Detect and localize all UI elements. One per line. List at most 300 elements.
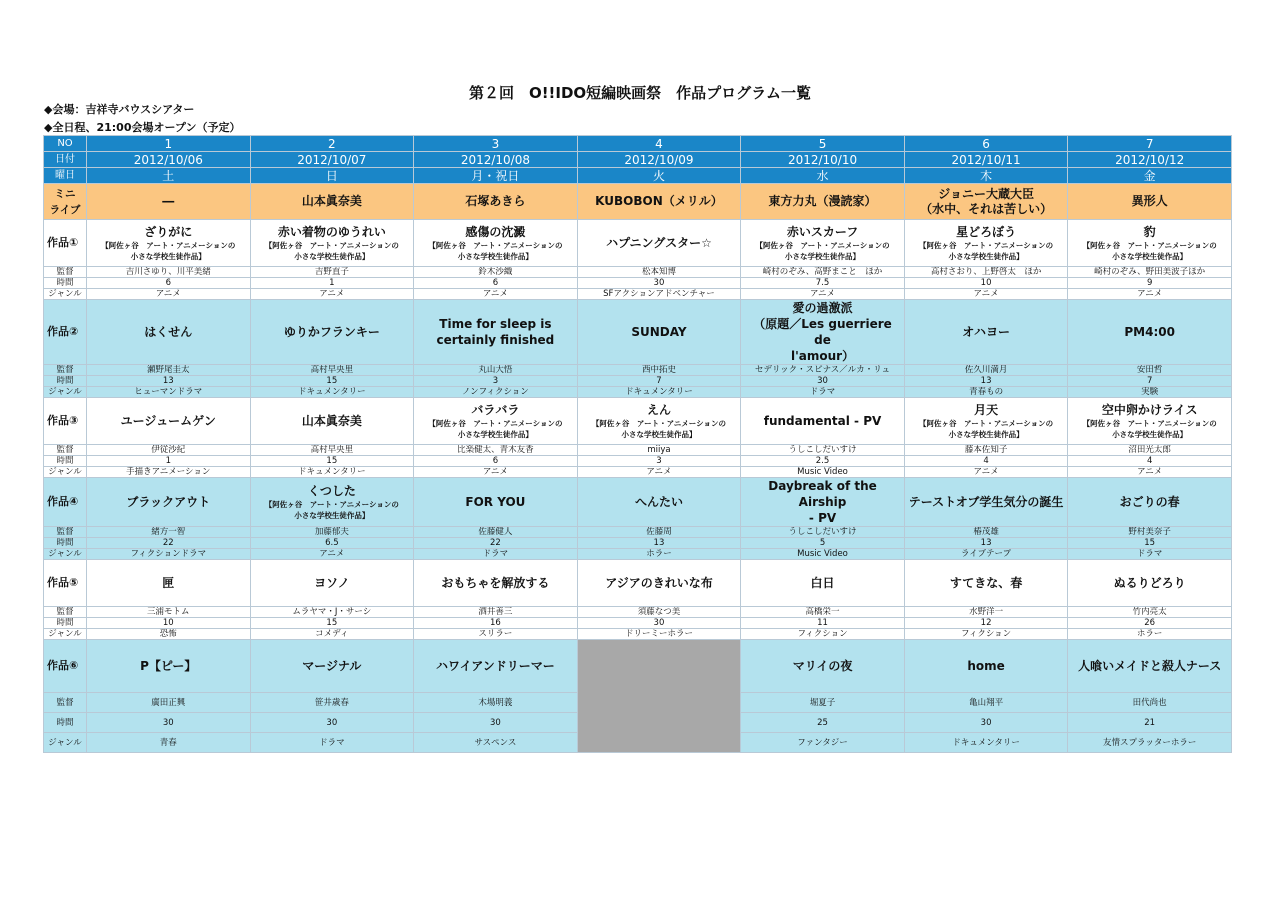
genre-cell: ドラマ bbox=[414, 549, 578, 560]
minutes-cell: 6 bbox=[414, 456, 578, 467]
genre-cell: アニメ bbox=[250, 549, 414, 560]
director-cell: 佐久川満月 bbox=[904, 365, 1068, 376]
minutes-cell: 15 bbox=[250, 376, 414, 387]
genre-cell: フィクションドラマ bbox=[87, 549, 251, 560]
minutes-cell: 10 bbox=[904, 278, 1068, 289]
minutes-cell: 22 bbox=[414, 538, 578, 549]
director-cell: 堀夏子 bbox=[741, 693, 905, 713]
director-cell: miiya bbox=[577, 445, 741, 456]
work-title-cell bbox=[250, 640, 414, 693]
mini-live-cell: ― bbox=[87, 184, 251, 220]
genre-cell: アニメ bbox=[414, 289, 578, 300]
genre-cell: ヒューマンドラマ bbox=[87, 387, 251, 398]
minutes-cell: 30 bbox=[741, 376, 905, 387]
mini-live-label: ミニ ライブ bbox=[44, 184, 87, 220]
work-director-row bbox=[44, 365, 1232, 376]
work-title-cell bbox=[1068, 398, 1232, 445]
work-title: 月天 bbox=[974, 403, 999, 417]
minutes-cell: 15 bbox=[250, 456, 414, 467]
work-title: Daybreak of the Airship - PV bbox=[768, 479, 877, 525]
work-title: 人喰いメイドと殺人ナース bbox=[1078, 659, 1222, 673]
genre-cell: SFアクションアドベンチャー bbox=[577, 289, 741, 300]
genre-cell: 青春 bbox=[87, 733, 251, 753]
work-title-cell bbox=[741, 478, 905, 527]
work-title-cell bbox=[577, 640, 741, 753]
minutes-cell: 6 bbox=[87, 278, 251, 289]
work-title-cell bbox=[250, 560, 414, 607]
mini-live-cell: ジョニー大蔵大臣 （水中、それは苦しい） bbox=[904, 184, 1068, 220]
work-label: 作品⑥ bbox=[44, 640, 87, 693]
minutes-cell: 9 bbox=[1068, 278, 1232, 289]
genre-cell: フィクション bbox=[904, 629, 1068, 640]
director-cell: 丸山大悟 bbox=[414, 365, 578, 376]
minutes-cell: 4 bbox=[1068, 456, 1232, 467]
minutes-cell: 15 bbox=[250, 618, 414, 629]
schedule-info: ◆全日程、21:00会場オープン（予定） bbox=[44, 121, 241, 134]
work-title-cell bbox=[87, 220, 251, 267]
work-title-cell bbox=[250, 300, 414, 365]
work-title: 赤いスカーフ bbox=[786, 225, 859, 239]
minutes-cell: 3 bbox=[577, 456, 741, 467]
genre-cell: ドラマ bbox=[1068, 549, 1232, 560]
genre-cell: 友情スプラッターホラー bbox=[1068, 733, 1232, 753]
no-cell: 4 bbox=[577, 136, 741, 152]
no-label: NO bbox=[44, 136, 87, 152]
director-label: 監督 bbox=[44, 267, 87, 278]
work-title-cell bbox=[741, 398, 905, 445]
date-label: 日付 bbox=[44, 152, 87, 168]
director-cell: 水野洋一 bbox=[904, 607, 1068, 618]
no-cell: 6 bbox=[904, 136, 1068, 152]
director-cell: 廣田正興 bbox=[87, 693, 251, 713]
work-title: 白日 bbox=[810, 576, 835, 590]
work-title: SUNDAY bbox=[631, 325, 687, 339]
director-cell: 緒方一智 bbox=[87, 527, 251, 538]
work-title-cell bbox=[741, 220, 905, 267]
work-title-row bbox=[44, 560, 1232, 607]
genre-label: ジャンル bbox=[44, 289, 87, 300]
genre-cell: サスペンス bbox=[414, 733, 578, 753]
work-title: P【ピー】 bbox=[140, 659, 197, 673]
director-cell: 吉野直子 bbox=[250, 267, 414, 278]
work-title: 山本眞奈美 bbox=[301, 414, 362, 428]
minutes-cell: 4 bbox=[904, 456, 1068, 467]
work-title: Time for sleep is certainly finished bbox=[436, 317, 555, 347]
work-title: 匣 bbox=[162, 576, 175, 590]
work-title: マージナル bbox=[302, 659, 362, 673]
minutes-cell: 6 bbox=[414, 278, 578, 289]
work-title-cell bbox=[577, 478, 741, 527]
director-cell: 比楽健太、青木友香 bbox=[414, 445, 578, 456]
weekday-cell: 金 bbox=[1068, 168, 1232, 184]
director-cell: 佐藤周 bbox=[577, 527, 741, 538]
work-title-cell bbox=[1068, 300, 1232, 365]
genre-cell: ファンタジー bbox=[741, 733, 905, 753]
work-title-cell bbox=[741, 300, 905, 365]
work-title: ユージュームゲン bbox=[120, 414, 216, 428]
minutes-cell: 10 bbox=[87, 618, 251, 629]
minutes-cell: 25 bbox=[741, 713, 905, 733]
minutes-cell: 7.5 bbox=[741, 278, 905, 289]
work-minutes-row bbox=[44, 538, 1232, 549]
director-cell: 椿茂雄 bbox=[904, 527, 1068, 538]
minutes-cell: 30 bbox=[904, 713, 1068, 733]
work-title: オハヨー bbox=[962, 325, 1010, 339]
minutes-cell: 13 bbox=[577, 538, 741, 549]
work-title: ゆりかフランキー bbox=[283, 325, 380, 339]
no-cell: 2 bbox=[250, 136, 414, 152]
director-cell: 酒井善三 bbox=[414, 607, 578, 618]
work-title-row bbox=[44, 398, 1232, 445]
program-table bbox=[43, 135, 1232, 753]
director-cell: 野村美奈子 bbox=[1068, 527, 1232, 538]
director-cell: 松本知博 bbox=[577, 267, 741, 278]
director-cell: 亀山翔平 bbox=[904, 693, 1068, 713]
work-school-note: 【阿佐ヶ谷 アート・アニメーションの 小さな学校生徒作品】 bbox=[1082, 241, 1217, 261]
genre-cell: Music Video bbox=[741, 549, 905, 560]
weekday-row bbox=[44, 168, 1232, 184]
work-school-note: 【阿佐ヶ谷 アート・アニメーションの 小さな学校生徒作品】 bbox=[919, 241, 1054, 261]
work-title: ハワイアンドリーマー bbox=[436, 659, 555, 673]
minutes-cell: 30 bbox=[577, 618, 741, 629]
work-title-row bbox=[44, 640, 1232, 693]
work-title: すてきな、春 bbox=[949, 576, 1023, 590]
work-title-cell bbox=[904, 220, 1068, 267]
genre-label: ジャンル bbox=[44, 733, 87, 753]
work-title: くつした bbox=[307, 484, 356, 498]
genre-label: ジャンル bbox=[44, 629, 87, 640]
mini-live-cell: 東方力丸（漫読家） bbox=[741, 184, 905, 220]
minutes-cell: 2.5 bbox=[741, 456, 905, 467]
work-title: ヨソノ bbox=[314, 576, 350, 590]
weekday-cell: 木 bbox=[904, 168, 1068, 184]
no-cell: 7 bbox=[1068, 136, 1232, 152]
work-title-cell bbox=[250, 478, 414, 527]
director-cell: 高村さおり、上野啓太 ほか bbox=[904, 267, 1068, 278]
minutes-cell: 13 bbox=[904, 538, 1068, 549]
work-minutes-row bbox=[44, 376, 1232, 387]
work-title: ぬるりどろり bbox=[1113, 576, 1186, 590]
minutes-cell: 30 bbox=[577, 278, 741, 289]
work-title-cell bbox=[87, 300, 251, 365]
director-cell: 沼田光太郎 bbox=[1068, 445, 1232, 456]
date-cell: 2012/10/09 bbox=[577, 152, 741, 168]
director-cell: 西中拓史 bbox=[577, 365, 741, 376]
minutes-cell: 26 bbox=[1068, 618, 1232, 629]
work-school-note: 【阿佐ヶ谷 アート・アニメーションの 小さな学校生徒作品】 bbox=[428, 419, 563, 439]
work-title: ハプニングスター☆ bbox=[606, 236, 712, 250]
weekday-cell: 土 bbox=[87, 168, 251, 184]
work-genre-row bbox=[44, 467, 1232, 478]
work-title: おごりの春 bbox=[1119, 495, 1180, 509]
work-school-note: 【阿佐ヶ谷 アート・アニメーションの 小さな学校生徒作品】 bbox=[101, 241, 236, 261]
work-director-row bbox=[44, 527, 1232, 538]
director-cell: 高村早央里 bbox=[250, 365, 414, 376]
director-label: 監督 bbox=[44, 607, 87, 618]
director-cell: 瀬野尾圭太 bbox=[87, 365, 251, 376]
director-label: 監督 bbox=[44, 365, 87, 376]
genre-cell: ドキュメンタリー bbox=[250, 387, 414, 398]
director-cell: 須藤なつ美 bbox=[577, 607, 741, 618]
weekday-label: 曜日 bbox=[44, 168, 87, 184]
minutes-cell: 22 bbox=[87, 538, 251, 549]
genre-cell: アニメ bbox=[741, 289, 905, 300]
mini-live-cell: 異形人 bbox=[1068, 184, 1232, 220]
genre-cell: アニメ bbox=[87, 289, 251, 300]
work-title: えん bbox=[646, 403, 671, 417]
director-cell: うしこしだいすけ bbox=[741, 527, 905, 538]
minutes-cell: 6.5 bbox=[250, 538, 414, 549]
work-title-cell bbox=[577, 220, 741, 267]
work-title: 愛の過激派 （原題／Les guerriere de l'amour） bbox=[753, 301, 892, 363]
weekday-cell: 火 bbox=[577, 168, 741, 184]
no-cell: 1 bbox=[87, 136, 251, 152]
work-title: アジアのきれいな布 bbox=[605, 576, 713, 590]
work-title: マリイの夜 bbox=[792, 659, 853, 673]
genre-cell: アニメ bbox=[414, 467, 578, 478]
work-school-note: 【阿佐ヶ谷 アート・アニメーションの 小さな学校生徒作品】 bbox=[1082, 419, 1217, 439]
minutes-cell: 30 bbox=[250, 713, 414, 733]
genre-cell: ドキュメンタリー bbox=[904, 733, 1068, 753]
minutes-label: 時間 bbox=[44, 713, 87, 733]
work-title: ブラックアウト bbox=[126, 495, 211, 509]
work-school-note: 【阿佐ヶ谷 アート・アニメーションの 小さな学校生徒作品】 bbox=[264, 241, 399, 261]
work-title: 空中卵かけライス bbox=[1101, 403, 1198, 417]
date-cell: 2012/10/06 bbox=[87, 152, 251, 168]
minutes-label: 時間 bbox=[44, 538, 87, 549]
director-cell: 田代尚也 bbox=[1068, 693, 1232, 713]
director-cell: 三浦モトム bbox=[87, 607, 251, 618]
work-genre-row bbox=[44, 629, 1232, 640]
work-title-cell bbox=[741, 560, 905, 607]
mini-live-row bbox=[44, 184, 1232, 220]
work-title: 星どろぼう bbox=[956, 225, 1017, 239]
genre-cell: ドリーミーホラー bbox=[577, 629, 741, 640]
genre-cell: ドキュメンタリー bbox=[577, 387, 741, 398]
work-label: 作品③ bbox=[44, 398, 87, 445]
work-title-row bbox=[44, 300, 1232, 365]
work-title-cell bbox=[577, 398, 741, 445]
genre-cell: アニメ bbox=[904, 289, 1068, 300]
work-genre-row bbox=[44, 387, 1232, 398]
genre-cell: Music Video bbox=[741, 467, 905, 478]
work-title-cell bbox=[904, 640, 1068, 693]
work-title-cell bbox=[904, 300, 1068, 365]
minutes-cell: 12 bbox=[904, 618, 1068, 629]
director-cell: 木場明義 bbox=[414, 693, 578, 713]
minutes-cell: 11 bbox=[741, 618, 905, 629]
minutes-cell: 15 bbox=[1068, 538, 1232, 549]
work-school-note: 【阿佐ヶ谷 アート・アニメーションの 小さな学校生徒作品】 bbox=[591, 419, 727, 439]
minutes-cell: 13 bbox=[904, 376, 1068, 387]
genre-cell: 恐怖 bbox=[87, 629, 251, 640]
genre-cell: 手描きアニメーション bbox=[87, 467, 251, 478]
date-cell: 2012/10/08 bbox=[414, 152, 578, 168]
work-title-cell bbox=[87, 640, 251, 693]
work-title-cell bbox=[1068, 220, 1232, 267]
genre-cell: フィクション bbox=[741, 629, 905, 640]
work-title: テーストオブ学生気分の誕生 bbox=[908, 495, 1064, 509]
genre-cell: アニメ bbox=[1068, 289, 1232, 300]
work-title-cell bbox=[414, 300, 578, 365]
director-cell: 笹井歳春 bbox=[250, 693, 414, 713]
page-title: 第２回 O!!IDO短編映画祭 作品プログラム一覧 bbox=[468, 84, 812, 102]
minutes-cell: 3 bbox=[414, 376, 578, 387]
work-title: FOR YOU bbox=[465, 495, 526, 509]
work-title-cell bbox=[1068, 560, 1232, 607]
work-director-row bbox=[44, 267, 1232, 278]
director-cell: うしこしだいすけ bbox=[741, 445, 905, 456]
minutes-label: 時間 bbox=[44, 456, 87, 467]
work-title: へんたい bbox=[634, 495, 683, 509]
work-title-cell bbox=[87, 478, 251, 527]
work-school-note: 【阿佐ヶ谷 アート・アニメーションの 小さな学校生徒作品】 bbox=[264, 500, 399, 520]
work-label: 作品⑤ bbox=[44, 560, 87, 607]
genre-cell: ドキュメンタリー bbox=[250, 467, 414, 478]
minutes-cell: 30 bbox=[414, 713, 578, 733]
work-title-cell bbox=[577, 300, 741, 365]
work-title-cell bbox=[741, 640, 905, 693]
minutes-cell: 5 bbox=[741, 538, 905, 549]
work-title: はくせん bbox=[144, 325, 193, 339]
director-cell: 竹内亮太 bbox=[1068, 607, 1232, 618]
program-table-body bbox=[44, 136, 1232, 753]
director-cell: 鈴木沙織 bbox=[414, 267, 578, 278]
weekday-cell: 月・祝日 bbox=[414, 168, 578, 184]
work-minutes-row bbox=[44, 618, 1232, 629]
minutes-cell: 21 bbox=[1068, 713, 1232, 733]
work-title-cell bbox=[87, 398, 251, 445]
date-cell: 2012/10/11 bbox=[904, 152, 1068, 168]
director-cell: ムラヤマ・J・サーシ bbox=[250, 607, 414, 618]
director-label: 監督 bbox=[44, 693, 87, 713]
minutes-cell: 16 bbox=[414, 618, 578, 629]
work-title-cell bbox=[414, 398, 578, 445]
minutes-label: 時間 bbox=[44, 376, 87, 387]
no-row bbox=[44, 136, 1232, 152]
work-title-cell bbox=[904, 560, 1068, 607]
genre-cell: スリラー bbox=[414, 629, 578, 640]
minutes-label: 時間 bbox=[44, 618, 87, 629]
director-label: 監督 bbox=[44, 527, 87, 538]
work-genre-row bbox=[44, 549, 1232, 560]
genre-cell: コメディ bbox=[250, 629, 414, 640]
work-title: fundamental - PV bbox=[763, 414, 882, 428]
director-cell: 安田哲 bbox=[1068, 365, 1232, 376]
work-title: 豹 bbox=[1143, 225, 1156, 239]
no-cell: 3 bbox=[414, 136, 578, 152]
director-cell: 伊従沙紀 bbox=[87, 445, 251, 456]
genre-cell: ホラー bbox=[1068, 629, 1232, 640]
work-title-cell bbox=[250, 398, 414, 445]
work-title: おもちゃを解放する bbox=[441, 576, 550, 590]
director-label: 監督 bbox=[44, 445, 87, 456]
work-title-cell bbox=[904, 398, 1068, 445]
genre-cell: ドラマ bbox=[250, 733, 414, 753]
director-cell: 佐藤健人 bbox=[414, 527, 578, 538]
genre-label: ジャンル bbox=[44, 467, 87, 478]
work-title: 感傷の沈澱 bbox=[465, 225, 526, 239]
date-cell: 2012/10/10 bbox=[741, 152, 905, 168]
work-title-cell bbox=[414, 478, 578, 527]
work-title: バラバラ bbox=[471, 403, 520, 417]
date-cell: 2012/10/12 bbox=[1068, 152, 1232, 168]
work-minutes-row bbox=[44, 278, 1232, 289]
director-cell: 吉川さゆり、川平美緒 bbox=[87, 267, 251, 278]
mini-live-cell: KUBOBON（メリル） bbox=[577, 184, 741, 220]
genre-cell: 青春もの bbox=[904, 387, 1068, 398]
director-cell: 崎村のぞみ、高野まこと ほか bbox=[741, 267, 905, 278]
weekday-cell: 日 bbox=[250, 168, 414, 184]
work-title-cell bbox=[414, 220, 578, 267]
work-director-row bbox=[44, 445, 1232, 456]
genre-cell: アニメ bbox=[904, 467, 1068, 478]
work-title-cell bbox=[1068, 640, 1232, 693]
work-title: home bbox=[967, 659, 1005, 673]
work-school-note: 【阿佐ヶ谷 アート・アニメーションの 小さな学校生徒作品】 bbox=[755, 241, 890, 261]
genre-cell: アニメ bbox=[250, 289, 414, 300]
director-cell: 崎村のぞみ、野田美波子ほか bbox=[1068, 267, 1232, 278]
work-genre-row bbox=[44, 289, 1232, 300]
minutes-cell: 13 bbox=[87, 376, 251, 387]
work-director-row bbox=[44, 607, 1232, 618]
work-school-note: 【阿佐ヶ谷 アート・アニメーションの 小さな学校生徒作品】 bbox=[919, 419, 1054, 439]
genre-cell: アニメ bbox=[1068, 467, 1232, 478]
director-cell: 藤本佐知子 bbox=[904, 445, 1068, 456]
work-minutes-row bbox=[44, 456, 1232, 467]
minutes-label: 時間 bbox=[44, 278, 87, 289]
work-title-cell bbox=[250, 220, 414, 267]
work-title-cell bbox=[414, 640, 578, 693]
venue-info: ◆会場：吉祥寺バウスシアター bbox=[44, 103, 195, 116]
minutes-cell: 7 bbox=[1068, 376, 1232, 387]
genre-cell: ドラマ bbox=[741, 387, 905, 398]
director-cell: セデリック・スピナス／ルカ・リュ bbox=[741, 365, 905, 376]
mini-live-cell: 石塚あきら bbox=[414, 184, 578, 220]
date-cell: 2012/10/07 bbox=[250, 152, 414, 168]
minutes-cell: 7 bbox=[577, 376, 741, 387]
weekday-cell: 水 bbox=[741, 168, 905, 184]
work-title: ざりがに bbox=[144, 225, 193, 239]
work-title: PM4:00 bbox=[1124, 325, 1175, 339]
date-row bbox=[44, 152, 1232, 168]
genre-cell: アニメ bbox=[577, 467, 741, 478]
minutes-cell: 1 bbox=[250, 278, 414, 289]
work-title-row bbox=[44, 478, 1232, 527]
genre-cell: ライブテープ bbox=[904, 549, 1068, 560]
genre-label: ジャンル bbox=[44, 549, 87, 560]
work-title-cell bbox=[904, 478, 1068, 527]
no-cell: 5 bbox=[741, 136, 905, 152]
work-title-cell bbox=[414, 560, 578, 607]
genre-cell: ホラー bbox=[577, 549, 741, 560]
work-title-cell bbox=[87, 560, 251, 607]
director-cell: 高村早央里 bbox=[250, 445, 414, 456]
work-school-note: 【阿佐ヶ谷 アート・アニメーションの 小さな学校生徒作品】 bbox=[428, 241, 563, 261]
work-title-cell bbox=[1068, 478, 1232, 527]
work-label: 作品② bbox=[44, 300, 87, 365]
work-label: 作品④ bbox=[44, 478, 87, 527]
work-title-row bbox=[44, 220, 1232, 267]
director-cell: 加藤郁夫 bbox=[250, 527, 414, 538]
work-title-cell bbox=[577, 560, 741, 607]
minutes-cell: 1 bbox=[87, 456, 251, 467]
genre-cell: ノンフィクション bbox=[414, 387, 578, 398]
minutes-cell: 30 bbox=[87, 713, 251, 733]
mini-live-cell: 山本眞奈美 bbox=[250, 184, 414, 220]
director-cell: 高橋栄一 bbox=[741, 607, 905, 618]
genre-label: ジャンル bbox=[44, 387, 87, 398]
